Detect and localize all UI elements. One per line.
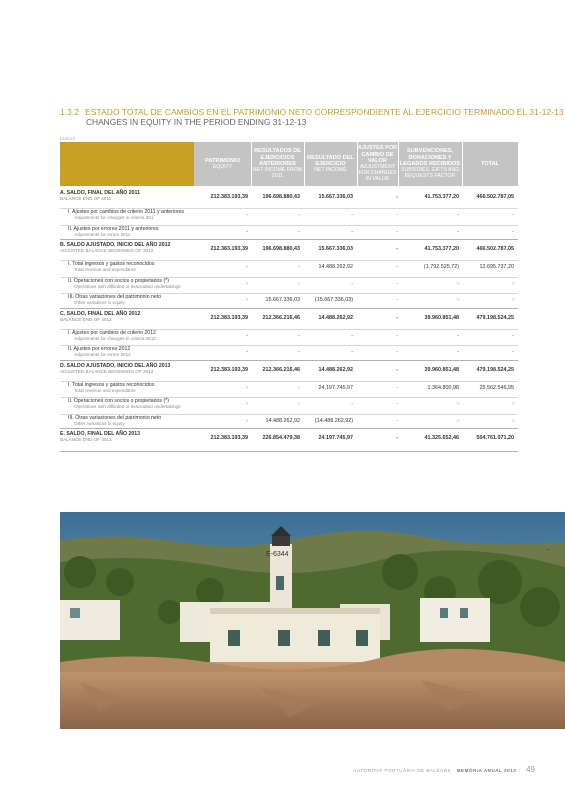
row-divider xyxy=(60,225,518,226)
row-label-es: I. Total ingresos y gastos reconocidos xyxy=(68,261,155,267)
table-header-gold-cell xyxy=(60,142,194,186)
row-label xyxy=(68,278,208,290)
cell-value: - xyxy=(512,417,514,424)
row-label-en: BALANCE END OF 2013 xyxy=(60,437,112,443)
cell-value: - xyxy=(512,349,514,355)
cell-value: - xyxy=(246,297,248,303)
column-header-en: EQUITY xyxy=(212,164,233,170)
cell-value: - xyxy=(351,212,353,218)
row-label-es: I. Total ingresos y gastos reconocidos xyxy=(68,381,155,388)
row-label xyxy=(68,382,208,394)
table-bottom-rule xyxy=(60,451,518,452)
column-header xyxy=(251,142,304,186)
cell-value: 212.383.193,39 xyxy=(210,314,248,321)
cell-value: 212.383.193,39 xyxy=(210,246,248,252)
row-label-en: Adjustments for errors 2011 xyxy=(74,231,131,237)
cell-value: - xyxy=(351,349,353,355)
row-label xyxy=(68,261,208,273)
cell-value: - xyxy=(351,332,353,339)
cell-value: 212.383.193,39 xyxy=(210,435,248,441)
column-header-es: RESULTADOS DE EJERCICIOS ANTERIORES xyxy=(253,148,302,167)
cell-value: - xyxy=(246,349,248,355)
cell-value: - xyxy=(396,297,398,303)
cell-value: - xyxy=(457,401,459,407)
row-label-es: C. SALDO, FINAL DEL AÑO 2012 xyxy=(60,310,141,317)
adjustment-row xyxy=(60,226,518,241)
row-label-es: II. Ajustes por errores 2012 xyxy=(68,346,131,352)
row-label-en: Total revenue and expenditure xyxy=(74,267,136,273)
cell-value: 24.197.745,97 xyxy=(318,435,353,441)
header-separator xyxy=(462,142,463,186)
cell-value: 1.364.800,98 xyxy=(427,384,459,391)
row-label-es: II. Ajustes por errores 2011 y anteriores xyxy=(68,225,159,232)
cell-value: - xyxy=(298,332,300,339)
column-header-en: NET INCOME xyxy=(314,167,347,174)
row-label xyxy=(60,311,200,323)
cell-value: 41.753.377,20 xyxy=(424,194,459,200)
column-header-en: ADJUSTMENT FOR CHANGES IN VALUE xyxy=(358,164,397,183)
row-label-en: ADJUSTED BALANCE BEGINNING OF 2012 xyxy=(60,248,154,254)
row-divider xyxy=(60,277,518,278)
adjustment-row xyxy=(60,209,518,224)
row-label-en: Adjustments for changes in criteria 2012 xyxy=(74,335,156,341)
balance-row xyxy=(60,431,518,447)
cell-value: - xyxy=(457,349,459,355)
row-label-es: E. SALDO, FINAL DEL AÑO 2013 xyxy=(60,431,141,437)
section-divider xyxy=(60,428,518,429)
cell-value: - xyxy=(512,401,514,407)
row-label-en: BALANCE END OF 2012 xyxy=(60,316,112,322)
cell-value: 226.854.479,38 xyxy=(262,435,300,441)
cell-value: - xyxy=(298,401,300,407)
adjustment-row xyxy=(60,294,518,309)
cell-value: - xyxy=(246,332,248,339)
cell-value: 14.488.262,92 xyxy=(265,417,300,424)
row-label-en: Adjustments for changes in criteria 201 xyxy=(74,215,154,221)
column-header xyxy=(462,142,518,186)
row-label-es: I. Ajustes por cambios de criterio 2011 y anteriores xyxy=(68,209,185,215)
column-header-es: AJUSTES POR CAMBIO DE VALOR xyxy=(357,145,398,164)
cell-value: 12.695.737,20 xyxy=(479,264,514,270)
section-divider xyxy=(60,308,518,309)
cell-value: - xyxy=(298,228,300,235)
cell-value: 212.366.216,46 xyxy=(262,314,300,321)
adjustment-row xyxy=(60,278,518,293)
cell-value: - xyxy=(246,280,248,287)
cell-value: - xyxy=(298,280,300,287)
row-divider xyxy=(60,381,518,382)
adjustment-row xyxy=(60,398,518,413)
cell-value: - xyxy=(396,194,398,200)
header-separator xyxy=(251,142,252,186)
column-header-es: SUBVENCIONES, DONACIONES Y LEGADOS RECIBIDOS xyxy=(399,148,461,167)
cell-value: 39.960.851,48 xyxy=(424,366,459,373)
cell-value: - xyxy=(396,280,398,287)
adjustment-row xyxy=(60,346,518,361)
cell-value: - xyxy=(457,228,459,235)
row-label-en: Adjustments for errors 2012 xyxy=(74,352,131,358)
cell-value: 504.761.071,20 xyxy=(476,435,514,441)
row-label-en: BALANCE END OF 2011 xyxy=(60,196,112,202)
cell-value: - xyxy=(396,366,398,373)
cell-value: 15.667.336,03 xyxy=(265,297,300,303)
cell-value: 466.502.787,05 xyxy=(476,246,514,252)
row-label xyxy=(68,226,208,238)
row-label-en: Other variations in equity xyxy=(74,420,125,426)
column-header xyxy=(194,142,251,186)
cell-value: - xyxy=(351,401,353,407)
row-label-es: D. SALDO AJUSTADO, INICIO DEL AÑO 2013 xyxy=(60,362,171,369)
cell-value: - xyxy=(246,264,248,270)
cell-value: - xyxy=(351,228,353,235)
row-label xyxy=(68,346,208,358)
cell-value: - xyxy=(396,384,398,391)
lighthouse-label: E-6344 xyxy=(266,551,289,558)
row-label-en: Total revenue and expenditure xyxy=(74,387,136,393)
row-divider xyxy=(60,397,518,398)
cell-value: - xyxy=(396,212,398,218)
cell-value: - xyxy=(457,332,459,339)
cell-value: 15.667.336,03 xyxy=(318,194,353,200)
row-label xyxy=(60,190,200,202)
row-label-es: B. SALDO AJUSTADO, INICIO DEL AÑO 2012 xyxy=(60,242,171,248)
row-label-en: Other variations in equity xyxy=(74,300,125,306)
cell-value: - xyxy=(396,264,398,270)
row-divider xyxy=(60,414,518,415)
section-divider xyxy=(60,239,518,240)
column-header-en: SUBSIDIES, GIFTS AND BEQUESTS FACTOR xyxy=(401,167,459,180)
lighthouse-photo xyxy=(60,512,565,729)
units-label: EUROS xyxy=(60,136,76,141)
row-label xyxy=(60,363,200,375)
cell-value: - xyxy=(246,401,248,407)
section-title-en: CHANGES IN EQUITY IN THE PERIOD ENDING 31-12-13 xyxy=(86,117,307,127)
balance-row xyxy=(60,242,518,258)
balance-row xyxy=(60,363,518,379)
row-divider xyxy=(60,208,518,209)
row-label-es: II. Operaciones con socios o propietarios (*) xyxy=(68,277,169,284)
cell-value: 212.366.216,46 xyxy=(262,366,300,373)
cell-value: - xyxy=(396,314,398,321)
cell-value: - xyxy=(396,417,398,424)
cell-value: (1.792.525,72) xyxy=(423,264,459,270)
balance-row xyxy=(60,190,518,206)
cell-value: 212.383.193,39 xyxy=(210,194,248,200)
cell-value: 41.753.377,20 xyxy=(424,246,459,252)
section-title-es xyxy=(60,107,564,117)
cell-value: - xyxy=(246,228,248,235)
row-label-es: I. Ajustes por cambios de criterio 2012 xyxy=(68,329,156,336)
cell-value: 14.488.262,92 xyxy=(318,314,353,321)
cell-value: - xyxy=(512,212,514,218)
cell-value: 41.325.652,46 xyxy=(424,435,459,441)
cell-value: - xyxy=(246,384,248,391)
row-label xyxy=(68,330,208,342)
column-header-es: TOTAL xyxy=(480,160,500,167)
row-divider xyxy=(60,260,518,261)
cell-value: 14.488.262,92 xyxy=(318,366,353,373)
header-separator xyxy=(357,142,358,186)
footer-org: AUTORITAT PORTUÀRIA DE BALEARS xyxy=(353,768,452,773)
row-divider xyxy=(60,293,518,294)
balance-row xyxy=(60,311,518,327)
adjustment-row xyxy=(60,330,518,345)
cell-value: - xyxy=(512,280,514,287)
cell-value: 14.488.262,92 xyxy=(318,264,353,270)
cell-value: - xyxy=(396,401,398,407)
row-label xyxy=(68,294,208,306)
cell-value: - xyxy=(246,212,248,218)
section-divider xyxy=(60,360,518,361)
row-label xyxy=(60,431,200,443)
row-label-es: A. SALDO, FINAL DEL AÑO 2011 xyxy=(60,190,141,196)
adjustment-row xyxy=(60,382,518,397)
cell-value: - xyxy=(396,332,398,339)
cell-value: (15.667.336,03) xyxy=(314,297,353,303)
cell-value: 479.198.524,25 xyxy=(476,366,514,373)
row-divider xyxy=(60,345,518,346)
cell-value: - xyxy=(396,435,398,441)
row-label-en: ADJUSTED BALANCE BEGINNING OF 2013 xyxy=(60,368,154,374)
row-label-en: Operations with affiliated or associated undertakings xyxy=(74,404,181,410)
column-header xyxy=(304,142,357,186)
side-marker: 1 xyxy=(544,548,550,551)
row-divider xyxy=(60,329,518,330)
row-label-es: II. Operaciones con socios o propietarios (*) xyxy=(68,398,169,404)
row-label-es: III. Otras variaciones del patrimonio neto xyxy=(68,294,162,300)
cell-value: - xyxy=(298,384,300,391)
cell-value: - xyxy=(512,332,514,339)
cell-value: - xyxy=(512,297,514,303)
adjustment-row xyxy=(60,415,518,430)
section-title-es-text: ESTADO TOTAL DE CAMBIOS EN EL PATRIMONIO NETO CORRESPONDIENTE AL EJERCICIO TERMINADO EL 31-12-13 xyxy=(85,107,564,117)
cell-value: 212.383.193,39 xyxy=(210,366,248,373)
section-number: 1.3.2 xyxy=(60,107,80,117)
cell-value: 196.698.880,43 xyxy=(262,194,300,200)
cell-value: 39.960.851,48 xyxy=(424,314,459,321)
cell-value: - xyxy=(298,212,300,218)
footer-report: MEMÒRIA ANUAL 2013 xyxy=(456,768,517,773)
cell-value: - xyxy=(298,264,300,270)
column-header-es: PATRIMONIO xyxy=(205,157,240,164)
header-separator xyxy=(398,142,399,186)
cell-value: - xyxy=(396,246,398,252)
cell-value: 25.562.546,95 xyxy=(479,384,514,391)
column-header xyxy=(357,142,398,186)
cell-value: - xyxy=(457,297,459,303)
cell-value: - xyxy=(512,228,514,235)
column-header-es: RESULTADO DEL EJERCICIO xyxy=(307,154,354,167)
row-label xyxy=(68,398,208,410)
cell-value: - xyxy=(246,417,248,424)
cell-value: - xyxy=(351,280,353,287)
row-label-en: Operations with affiliated or associated undertakings xyxy=(74,283,181,289)
cell-value: - xyxy=(457,417,459,424)
cell-value: - xyxy=(457,280,459,287)
cell-value: (14.488.262,92) xyxy=(314,417,353,424)
cell-value: 479.198.524,25 xyxy=(476,314,514,321)
footer-sep: · xyxy=(452,768,455,773)
cell-value: 466.502.787,05 xyxy=(476,194,514,200)
header-separator xyxy=(304,142,305,186)
row-label xyxy=(60,242,200,254)
page-footer xyxy=(353,765,535,774)
cell-value: - xyxy=(396,228,398,235)
cell-value: - xyxy=(298,349,300,355)
column-header xyxy=(398,142,462,186)
cell-value: 196.698.880,43 xyxy=(262,246,300,252)
cell-value: - xyxy=(396,349,398,355)
row-label-es: III. Otras variaciones del patrimonio neto xyxy=(68,414,162,421)
row-label xyxy=(68,209,208,221)
cell-value: 24.197.745,97 xyxy=(318,384,353,391)
cell-value: 15.667.336,03 xyxy=(318,246,353,252)
column-header-en: NET INCOME FROM 2011 xyxy=(252,167,303,180)
cell-value: - xyxy=(457,212,459,218)
page-number: 49 xyxy=(526,765,535,774)
row-label xyxy=(68,415,208,427)
adjustment-row xyxy=(60,261,518,276)
